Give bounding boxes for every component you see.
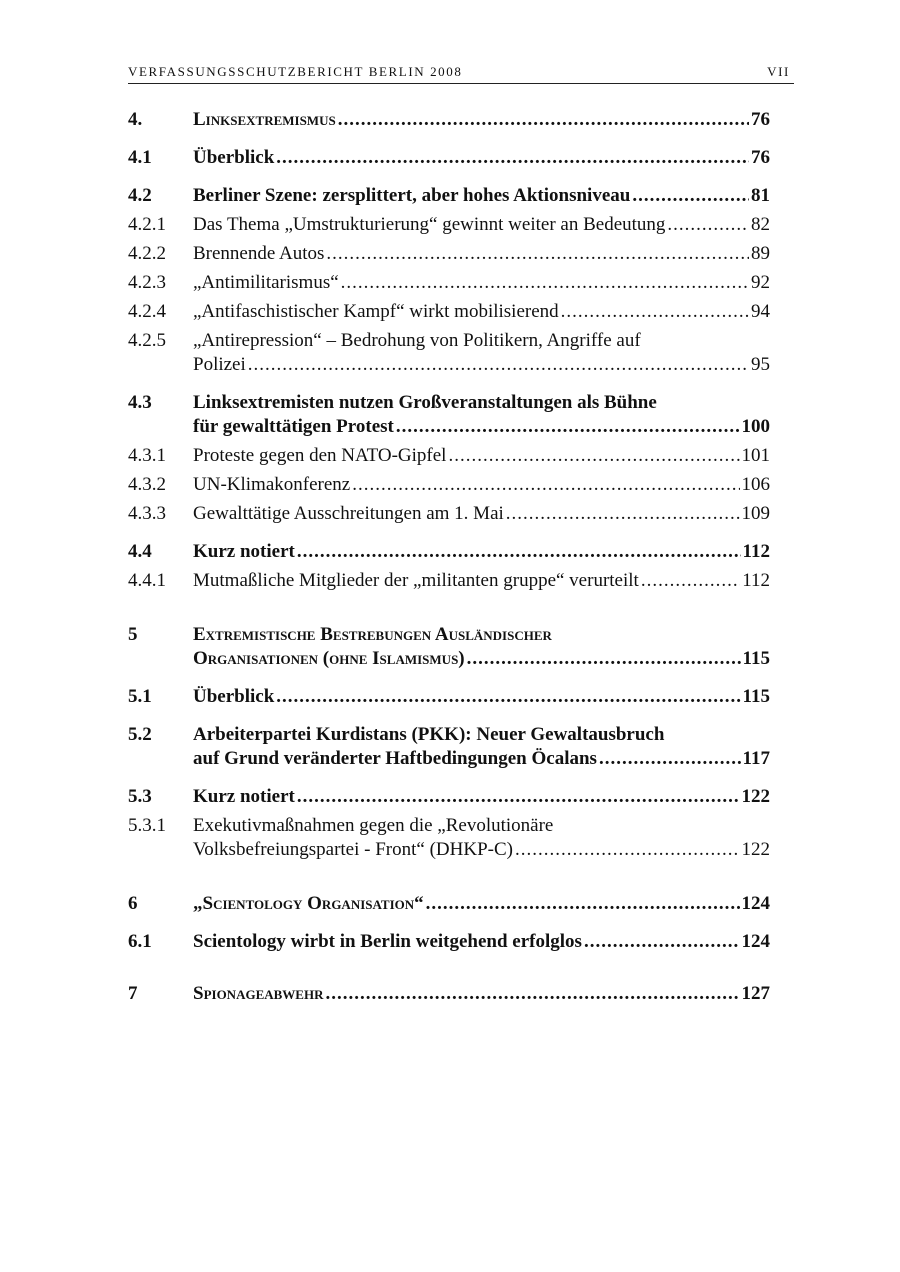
section-number: 5.1 xyxy=(128,686,152,707)
section-number: 4.2.2 xyxy=(128,243,166,264)
section-page: 92 xyxy=(751,272,770,293)
dot-leader xyxy=(584,930,740,954)
section-title-line-1: „Antirepression“ – Bedrohung von Politikern, Angriffe auf xyxy=(193,330,641,351)
toc-entry[interactable] xyxy=(128,146,770,170)
section-page: 76 xyxy=(751,109,770,130)
section-title-line-2: für gewalttätigen Protest xyxy=(193,416,394,437)
section-number: 4.3.2 xyxy=(128,474,166,495)
dot-leader xyxy=(326,242,749,266)
section-page: 124 xyxy=(741,931,770,952)
toc-entry[interactable] xyxy=(128,623,770,671)
section-number: 4. xyxy=(128,109,143,130)
section-title: „Antimilitarismus“ xyxy=(193,272,339,293)
dot-leader xyxy=(396,415,740,439)
section-title: Gewalttätige Ausschreitungen am 1. Mai xyxy=(193,503,504,524)
section-number: 4.3.3 xyxy=(128,503,166,524)
section-page: 94 xyxy=(751,301,770,322)
section-page: 124 xyxy=(741,893,770,914)
section-title: Überblick xyxy=(193,686,275,707)
toc-entry[interactable] xyxy=(128,242,770,266)
toc-entry[interactable] xyxy=(128,785,770,809)
section-number: 6.1 xyxy=(128,931,152,952)
dot-leader xyxy=(426,892,740,916)
section-title-line-2: auf Grund veränderter Haftbedingungen Öcalans xyxy=(193,748,597,769)
section-number: 4.4.1 xyxy=(128,570,166,591)
section-page: 81 xyxy=(751,185,770,206)
section-page: 76 xyxy=(751,147,770,168)
section-number: 5.3 xyxy=(128,786,152,807)
dot-leader xyxy=(338,108,749,132)
section-title: Spionageabwehr xyxy=(193,983,324,1004)
section-page: 122 xyxy=(741,839,770,860)
toc-entry[interactable] xyxy=(128,502,770,526)
section-number: 4.2.4 xyxy=(128,301,166,322)
dot-leader xyxy=(667,213,749,237)
section-number: 4.2.5 xyxy=(128,330,166,351)
dot-leader xyxy=(248,353,749,377)
section-title-line-1: Linksextremisten nutzen Großveranstaltungen als Bühne xyxy=(193,392,657,413)
dot-leader xyxy=(448,444,739,468)
section-page: 112 xyxy=(742,570,770,591)
section-title: Kurz notiert xyxy=(193,541,295,562)
section-number: 6 xyxy=(128,893,138,914)
section-page: 95 xyxy=(751,354,770,375)
section-page: 127 xyxy=(741,983,770,1004)
section-page: 89 xyxy=(751,243,770,264)
section-number: 4.2.1 xyxy=(128,214,166,235)
toc-entry[interactable] xyxy=(128,271,770,295)
section-page: 100 xyxy=(741,416,770,437)
section-page: 117 xyxy=(742,748,770,769)
toc-entry[interactable] xyxy=(128,723,770,771)
section-page: 101 xyxy=(741,445,770,466)
toc-entry[interactable] xyxy=(128,814,770,862)
dot-leader xyxy=(297,785,740,809)
table-of-contents xyxy=(128,108,770,1006)
toc-entry[interactable] xyxy=(128,391,770,439)
section-number: 4.1 xyxy=(128,147,152,168)
section-title: „Scientology Organisation“ xyxy=(193,893,424,914)
dot-leader xyxy=(276,146,749,170)
toc-entry[interactable] xyxy=(128,982,770,1006)
dot-leader xyxy=(341,271,749,295)
section-number: 4.4 xyxy=(128,541,152,562)
section-title: UN-Klimakonferenz xyxy=(193,474,351,495)
section-title: Scientology wirbt in Berlin weitgehend erfolglos xyxy=(193,931,582,952)
section-page: 115 xyxy=(742,648,770,669)
section-page: 106 xyxy=(741,474,770,495)
section-page: 82 xyxy=(751,214,770,235)
section-title: Berliner Szene: zersplittert, aber hohes Aktionsniveau xyxy=(193,185,631,206)
header-title: VERFASSUNGSSCHUTZBERICHT BERLIN 2008 xyxy=(128,64,463,79)
dot-leader xyxy=(325,982,739,1006)
section-number: 7 xyxy=(128,983,138,1004)
toc-entry[interactable] xyxy=(128,892,770,916)
toc-entry[interactable] xyxy=(128,473,770,497)
section-title-line-1: Arbeiterpartei Kurdistans (PKK): Neuer Gewaltausbruch xyxy=(193,724,665,745)
running-header xyxy=(128,64,794,84)
toc-entry[interactable] xyxy=(128,108,770,132)
section-title-line-2: Volksbefreiungspartei - Front“ (DHKP-C) xyxy=(193,839,513,860)
section-title-line-2: Organisationen (ohne Islamismus) xyxy=(193,648,465,669)
dot-leader xyxy=(352,473,739,497)
section-number: 5.3.1 xyxy=(128,815,166,836)
section-title: Kurz notiert xyxy=(193,786,295,807)
section-title: „Antifaschistischer Kampf“ wirkt mobilisierend xyxy=(193,301,559,322)
page-number: VII xyxy=(767,64,790,79)
section-title: Überblick xyxy=(193,147,275,168)
section-number: 5 xyxy=(128,624,138,645)
section-title: Proteste gegen den NATO-Gipfel xyxy=(193,445,447,466)
dot-leader xyxy=(632,184,749,208)
section-page: 115 xyxy=(742,686,770,707)
section-number: 4.2 xyxy=(128,185,152,206)
dot-leader xyxy=(599,747,741,771)
toc-entry[interactable] xyxy=(128,685,770,709)
dot-leader xyxy=(467,647,741,671)
toc-entry[interactable] xyxy=(128,184,770,208)
toc-entry[interactable] xyxy=(128,569,770,593)
section-page: 109 xyxy=(741,503,770,524)
dot-leader xyxy=(297,540,741,564)
section-page: 122 xyxy=(741,786,770,807)
section-title-line-2: Polizei xyxy=(193,354,246,375)
section-number: 4.3.1 xyxy=(128,445,166,466)
dot-leader xyxy=(506,502,740,526)
section-title-line-1: Extremistische Bestrebungen Ausländischer xyxy=(193,624,552,645)
toc-entry[interactable] xyxy=(128,930,770,954)
section-title: Linksextremismus xyxy=(193,109,336,130)
section-page: 112 xyxy=(742,541,770,562)
dot-leader xyxy=(561,300,749,324)
dot-leader xyxy=(276,685,740,709)
section-number: 4.3 xyxy=(128,392,152,413)
section-title: Das Thema „Umstrukturierung“ gewinnt weiter an Bedeutung xyxy=(193,214,666,235)
toc-entry[interactable] xyxy=(128,300,770,324)
section-number: 5.2 xyxy=(128,724,152,745)
toc-entry[interactable] xyxy=(128,329,770,377)
dot-leader xyxy=(641,569,740,593)
section-title-line-1: Exekutivmaßnahmen gegen die „Revolutionäre xyxy=(193,815,554,836)
section-title: Brennende Autos xyxy=(193,243,325,264)
section-title: Mutmaßliche Mitglieder der „militanten gruppe“ verurteilt xyxy=(193,570,639,591)
section-number: 4.2.3 xyxy=(128,272,166,293)
toc-entry[interactable] xyxy=(128,213,770,237)
toc-entry[interactable] xyxy=(128,540,770,564)
dot-leader xyxy=(515,838,740,862)
toc-entry[interactable] xyxy=(128,444,770,468)
